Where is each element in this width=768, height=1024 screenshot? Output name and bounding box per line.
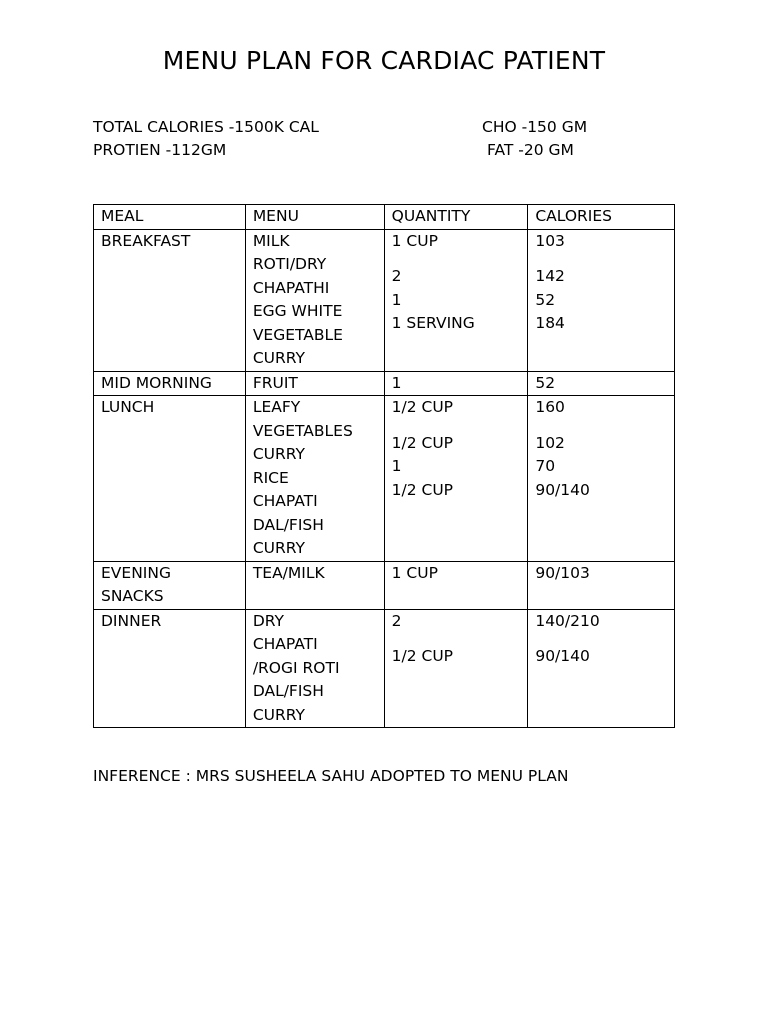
cell-spacer: [535, 253, 674, 265]
menu-text: VEGETABLE: [252, 325, 343, 344]
quantity-cell: [384, 229, 528, 371]
menu-cell: [245, 229, 384, 371]
quantity-text: 1: [391, 290, 402, 309]
meal-cell: [94, 371, 246, 396]
quantity-cell: [384, 609, 528, 728]
quantity-text: 2: [391, 267, 402, 285]
table-row: [94, 561, 675, 609]
menu-cell: [245, 609, 384, 728]
meal-text: DINNER: [101, 611, 162, 630]
menu-text: LEAFY: [252, 398, 301, 416]
menu-text: RICE: [252, 468, 289, 487]
meal-text: LUNCH: [101, 398, 155, 416]
menu-cell: [245, 371, 384, 396]
menu-text: ROTI/DRY: [252, 255, 327, 273]
meal-cell: [94, 229, 246, 371]
cell-spacer: [535, 420, 674, 432]
protein-amount: PROTIEN -112GM: [93, 141, 227, 159]
inference-text: INFERENCE : MRS SUSHEELA SAHU ADOPTED TO MENU PLAN: [93, 767, 569, 785]
table-header-row: [94, 205, 675, 230]
menu-text: DRY: [252, 611, 284, 630]
menu-cell: [245, 396, 384, 562]
calories-cell: [528, 229, 675, 371]
calories-text: 102: [535, 433, 565, 452]
menu-text: CHAPATI: [252, 635, 318, 653]
menu-text: VEGETABLES: [252, 421, 353, 440]
menu-text: DAL/FISH: [252, 682, 324, 700]
header-quantity: QUANTITY: [384, 205, 528, 230]
menu-cell: [245, 561, 384, 609]
quantity-text: 1 SERVING: [391, 314, 475, 332]
cell-spacer: [392, 420, 528, 432]
cho-amount: CHO -150 GM: [482, 118, 588, 136]
meal-text: BREAKFAST: [101, 231, 191, 250]
menu-text: DAL/FISH: [252, 515, 324, 534]
total-calories: TOTAL CALORIES -1500K CAL: [93, 118, 319, 136]
calories-cell: [528, 609, 675, 728]
header-meal: MEAL: [94, 205, 246, 230]
quantity-text: 1/2 CUP: [391, 647, 454, 665]
calories-text: 70: [535, 457, 556, 475]
menu-table: [93, 204, 675, 728]
table-body: [94, 229, 675, 728]
fat-amount: FAT -20 GM: [487, 141, 574, 159]
page-title: MENU PLAN FOR CARDIAC PATIENT: [162, 46, 606, 75]
menu-text: FRUIT: [252, 373, 298, 392]
calories-text: 184: [535, 314, 565, 332]
quantity-text: 1/2 CUP: [391, 433, 454, 452]
table-row: [94, 229, 675, 371]
quantity-text: 1/2 CUP: [391, 398, 454, 416]
meal-text: SNACKS: [101, 587, 164, 605]
calories-text: 52: [535, 373, 556, 392]
table-row: [94, 609, 675, 728]
meal-text: MID MORNING: [101, 373, 212, 392]
menu-text: CURRY: [252, 539, 305, 557]
quantity-cell: [384, 396, 528, 562]
calories-text: 52: [535, 290, 556, 309]
calories-cell: [528, 396, 675, 562]
calories-cell: [528, 371, 675, 396]
quantity-text: 1: [391, 457, 402, 475]
menu-text: MILK: [252, 231, 290, 250]
menu-text: CURRY: [252, 705, 305, 724]
calories-text: 90/103: [535, 563, 590, 582]
cell-spacer: [392, 253, 528, 265]
menu-text: EGG WHITE: [252, 302, 343, 320]
calories-text: 90/140: [535, 480, 590, 499]
menu-text: CHAPATI: [252, 492, 318, 510]
meal-text: EVENING: [101, 563, 171, 582]
calories-text: 90/140: [535, 647, 590, 665]
menu-text: /ROGI ROTI: [252, 658, 340, 677]
quantity-text: 1: [391, 373, 402, 392]
calories-cell: [528, 561, 675, 609]
table-row: [94, 371, 675, 396]
header-menu: MENU: [245, 205, 384, 230]
quantity-text: 1 CUP: [391, 563, 438, 582]
table-row: [94, 396, 675, 562]
quantity-cell: [384, 561, 528, 609]
quantity-text: 1/2 CUP: [391, 480, 454, 499]
menu-text: CURRY: [252, 349, 305, 367]
cell-spacer: [535, 633, 674, 645]
quantity-cell: [384, 371, 528, 396]
calories-text: 160: [535, 398, 565, 416]
quantity-text: 1 CUP: [391, 231, 438, 250]
menu-text: CHAPATHI: [252, 278, 330, 297]
header-calories: CALORIES: [528, 205, 675, 230]
meal-cell: [94, 396, 246, 562]
meal-cell: [94, 561, 246, 609]
quantity-text: 2: [391, 611, 402, 630]
meal-cell: [94, 609, 246, 728]
cell-spacer: [392, 633, 528, 645]
calories-text: 142: [535, 267, 565, 285]
menu-text: CURRY: [252, 445, 305, 463]
menu-text: TEA/MILK: [252, 563, 325, 582]
calories-text: 103: [535, 231, 565, 250]
calories-text: 140/210: [535, 611, 600, 630]
